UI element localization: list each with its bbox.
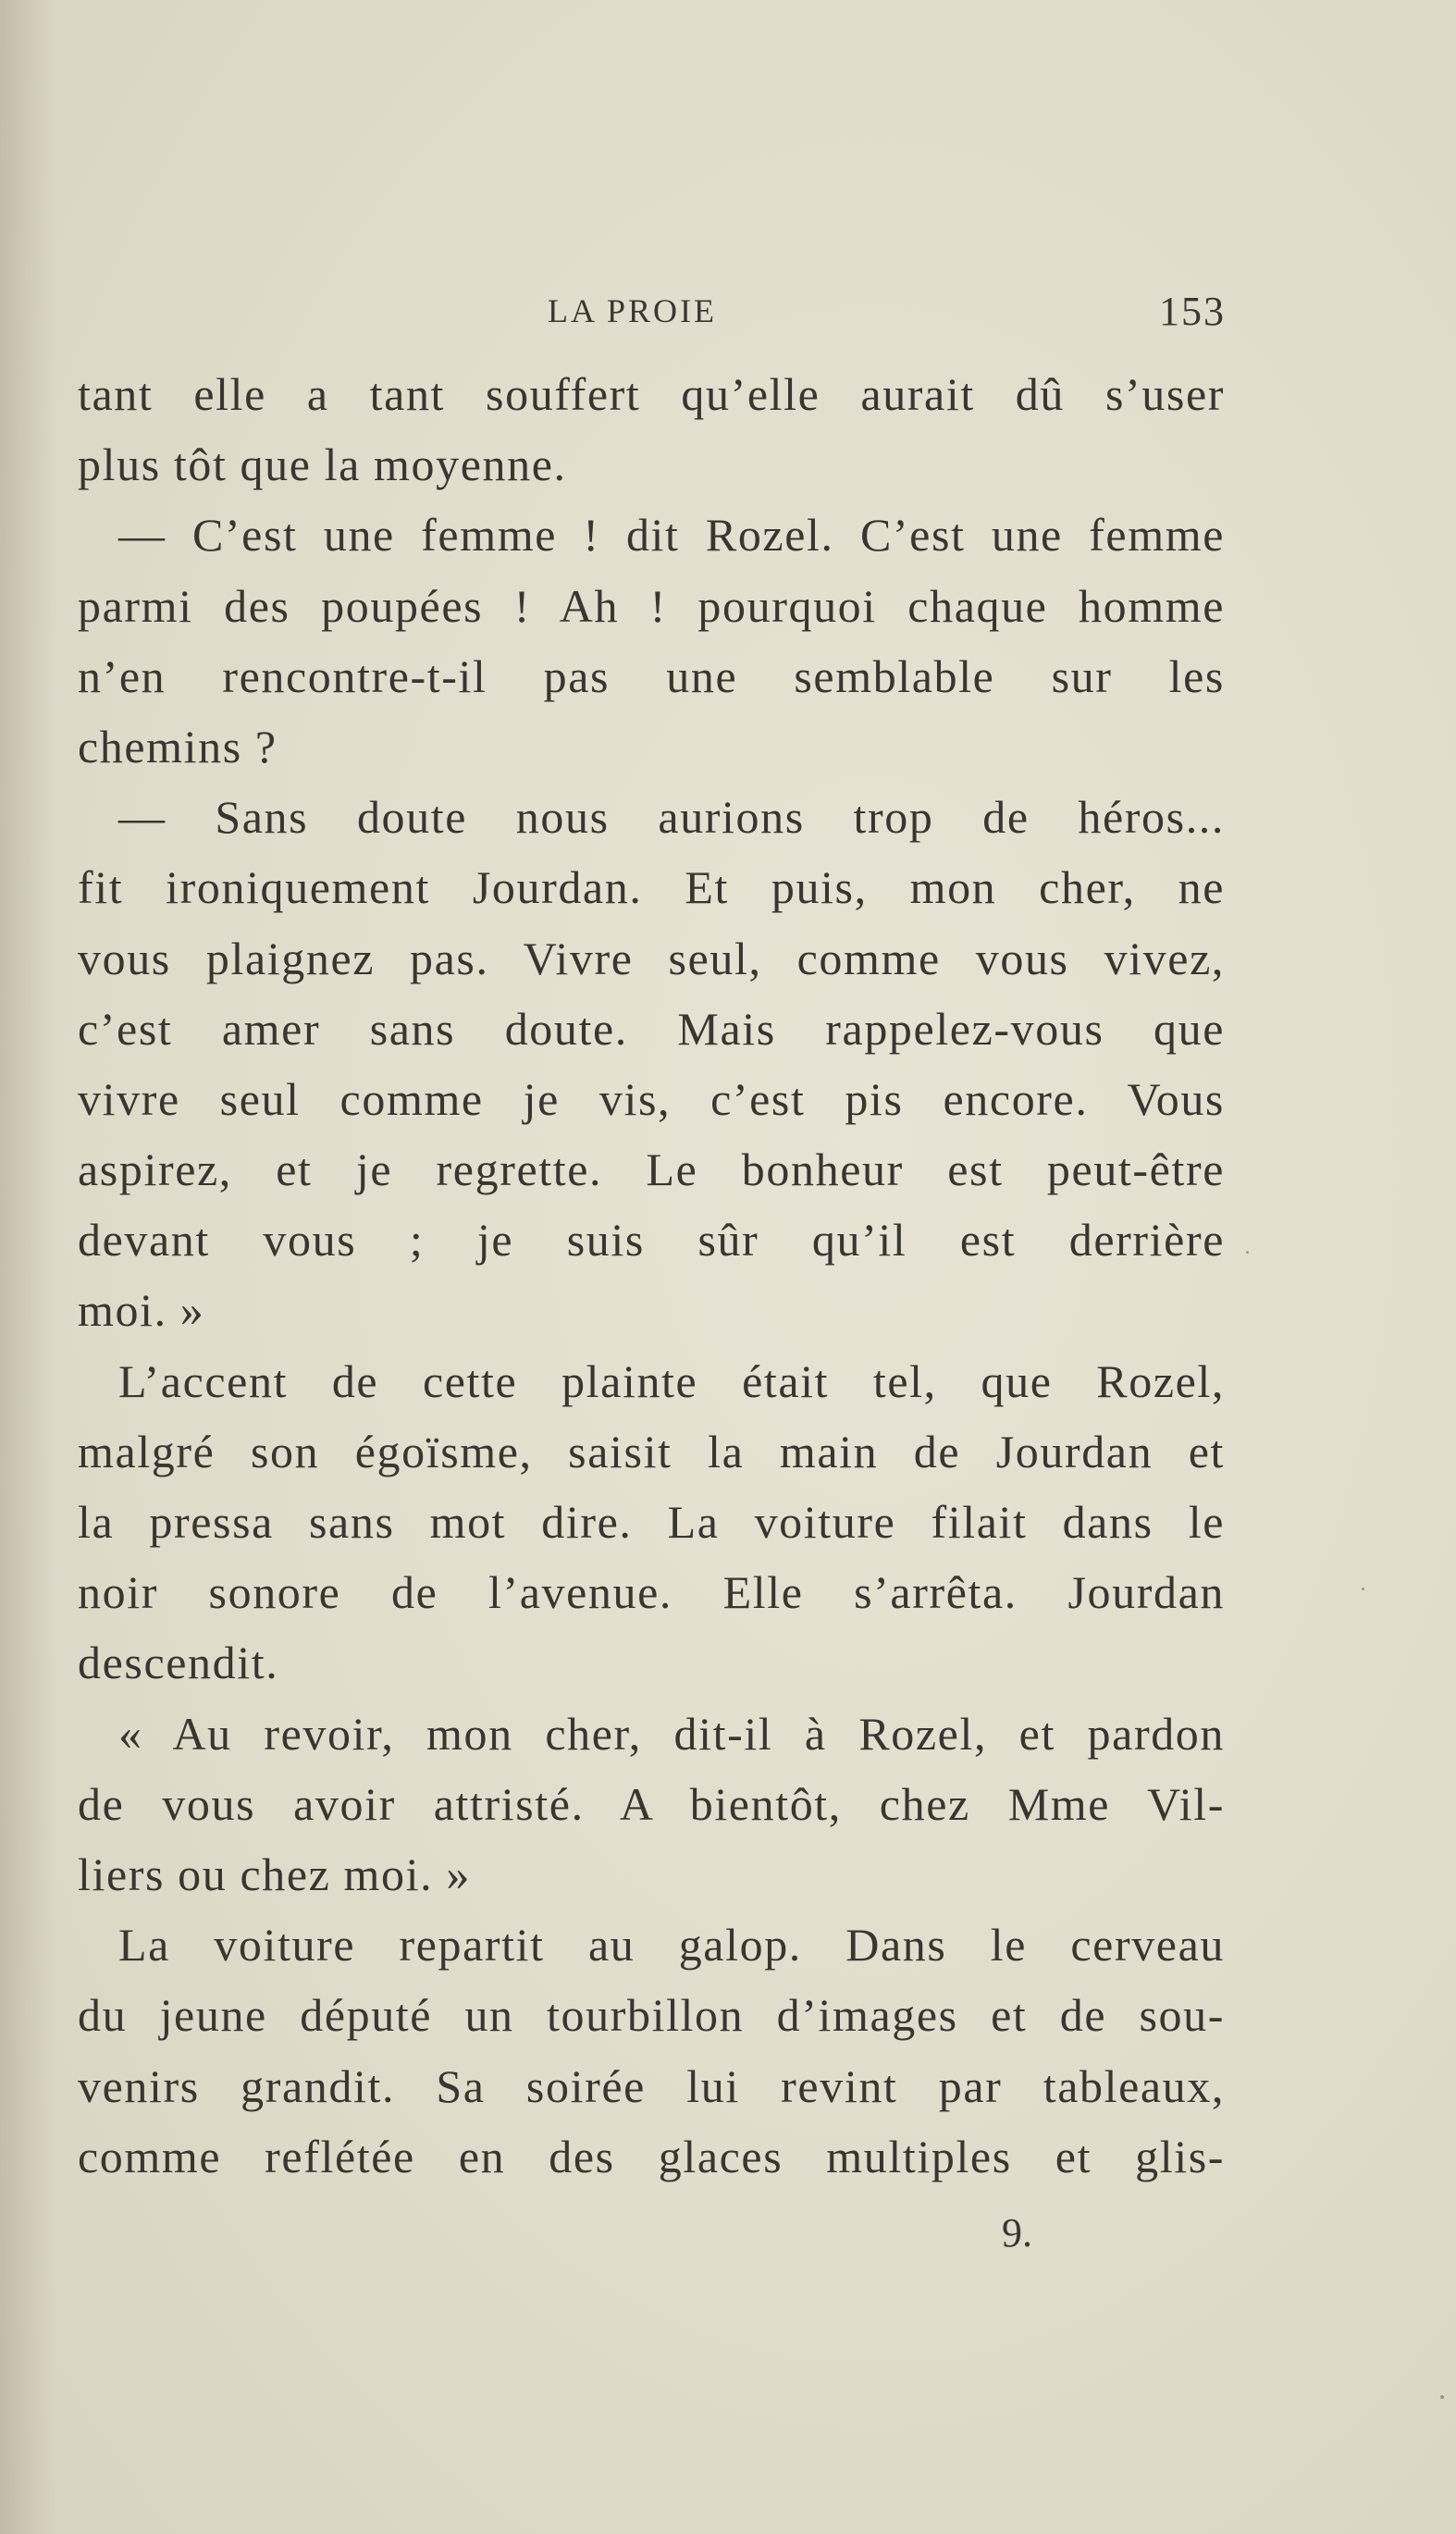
text-line: venirs grandit. Sa soirée lui revint par tableaux, bbox=[78, 2059, 1225, 2112]
text-line: vivre seul comme je vis, c’est pis encore. Vous bbox=[78, 1072, 1225, 1125]
paper-speck bbox=[1246, 1251, 1249, 1254]
text-line: malgré son égoïsme, saisit la main de Jourdan et bbox=[78, 1425, 1225, 1477]
paper-speck bbox=[1362, 1588, 1364, 1590]
text-line: aspirez, et je regrette. Le bonheur est peut-être bbox=[78, 1143, 1225, 1196]
text-line: du jeune député un tourbillon d’images et de sou- bbox=[78, 1989, 1225, 2042]
text-line: c’est amer sans doute. Mais rappelez-vous que bbox=[78, 1002, 1225, 1055]
gutter-shadow bbox=[0, 0, 56, 2534]
text-line: tant elle a tant souffert qu’elle aurait dû s’user bbox=[78, 368, 1225, 420]
text-line: de vous avoir attristé. A bientôt, chez Mme Vil- bbox=[78, 1777, 1225, 1830]
text-line: vous plaignez pas. Vivre seul, comme vous vivez, bbox=[78, 932, 1225, 984]
page-number: 153 bbox=[1159, 289, 1226, 334]
text-line: descendit. bbox=[78, 1637, 279, 1689]
text-line: fit ironiquement Jourdan. Et puis, mon cher, ne bbox=[78, 861, 1225, 914]
text-line: — C’est une femme ! dit Rozel. C’est une femme bbox=[118, 509, 1225, 562]
text-line: parmi des poupées ! Ah ! pourquoi chaque homme bbox=[78, 579, 1225, 632]
text-line: la pressa sans mot dire. La voiture filait dans le bbox=[78, 1496, 1225, 1548]
running-title: LA PROIE bbox=[548, 292, 718, 329]
text-line: liers ou chez moi. » bbox=[78, 1848, 471, 1900]
body-text bbox=[78, 359, 1225, 2192]
running-head bbox=[0, 291, 1456, 347]
text-line: n’en rencontre-t-il pas une semblable sur les bbox=[78, 649, 1225, 702]
text-line: noir sonore de l’avenue. Elle s’arrêta. Jourdan bbox=[78, 1566, 1225, 1619]
paper-speck bbox=[1440, 2395, 1444, 2399]
text-line: L’accent de cette plainte était tel, que Rozel, bbox=[118, 1354, 1225, 1407]
text-line: chemins ? bbox=[78, 720, 278, 773]
text-line: plus tôt que la moyenne. bbox=[78, 439, 567, 491]
text-line: moi. » bbox=[78, 1284, 205, 1337]
text-line: devant vous ; je suis sûr qu’il est derrière bbox=[78, 1214, 1225, 1267]
signature-mark: 9. bbox=[1002, 2210, 1032, 2256]
text-line: « Au revoir, mon cher, dit-il à Rozel, et pardon bbox=[118, 1707, 1225, 1760]
text-line: La voiture repartit au galop. Dans le cerveau bbox=[118, 1919, 1225, 1972]
text-line: — Sans doute nous aurions trop de héros... bbox=[118, 791, 1225, 844]
text-line: comme reflétée en des glaces multiples et glis- bbox=[78, 2130, 1225, 2182]
